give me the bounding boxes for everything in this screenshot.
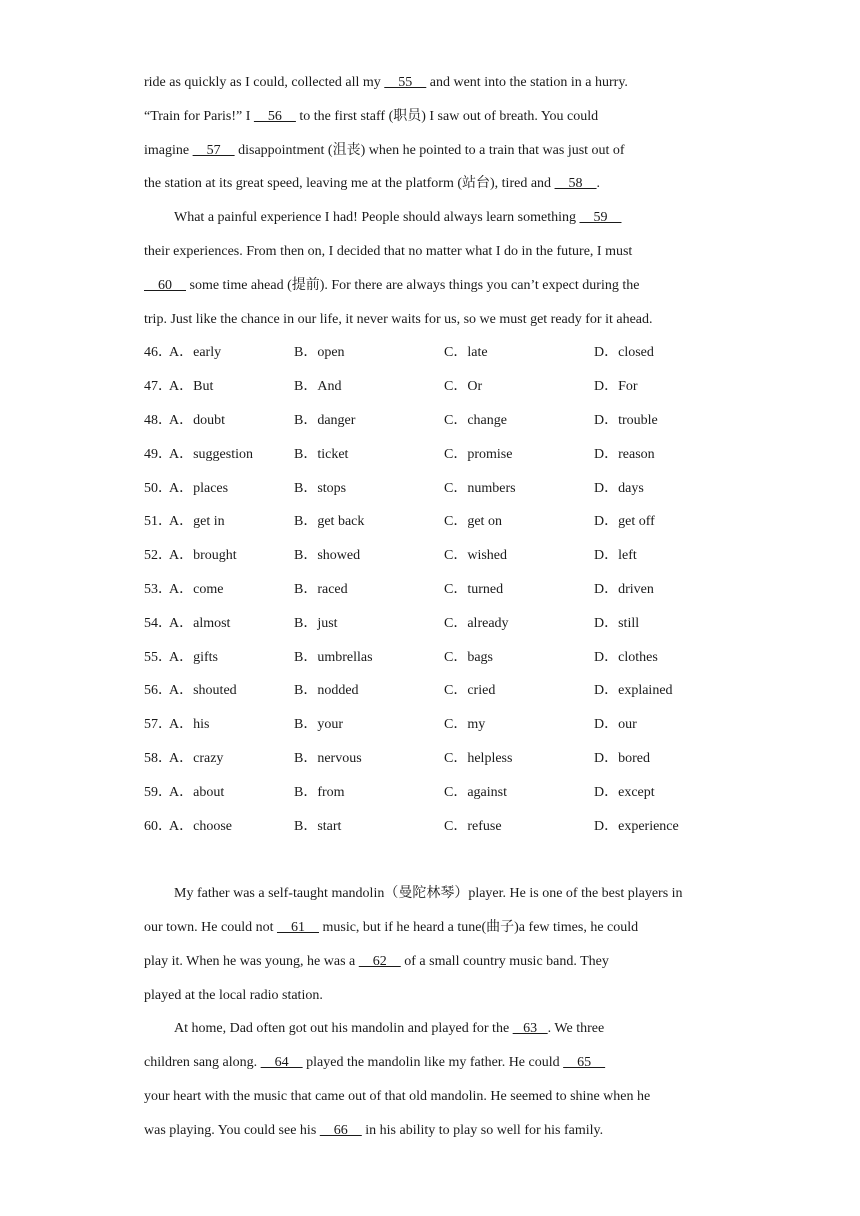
passage-line: My father was a self-taught mandolin（曼陀林琴）player. He is one of the best players in bbox=[174, 886, 683, 902]
option-b: B．open bbox=[294, 345, 345, 361]
question-row bbox=[144, 404, 724, 438]
option-d: D．get off bbox=[594, 514, 655, 530]
document-page bbox=[144, 66, 724, 1148]
option-b: B．nodded bbox=[294, 683, 359, 699]
answer-blank: 60 bbox=[144, 277, 186, 293]
option-d: D．driven bbox=[594, 581, 654, 597]
answer-blank: 57 bbox=[192, 142, 235, 158]
question-row bbox=[144, 776, 724, 810]
option-a: A．his bbox=[169, 717, 210, 733]
option-a: A．brought bbox=[169, 548, 237, 564]
option-c: C．helpless bbox=[444, 750, 513, 766]
question-row bbox=[144, 539, 724, 573]
option-a: A．places bbox=[169, 480, 229, 496]
option-b: B．stops bbox=[294, 480, 347, 496]
option-a: A．come bbox=[169, 581, 224, 597]
passage-line: What a painful experience I had! People should always learn something 59 bbox=[174, 210, 622, 226]
question-number: 46． bbox=[144, 345, 172, 361]
question-number: 50． bbox=[144, 480, 172, 496]
option-a: A．But bbox=[169, 379, 214, 395]
option-d: D．explained bbox=[594, 683, 673, 699]
question-row bbox=[144, 742, 724, 776]
question-row bbox=[144, 438, 724, 472]
passage-line: your heart with the music that came out of that old mandolin. He seemed to shine when he bbox=[144, 1088, 651, 1104]
option-a: A．shouted bbox=[169, 683, 237, 699]
passage-line: played at the local radio station. bbox=[144, 987, 323, 1003]
question-row bbox=[144, 810, 724, 844]
option-c: C．numbers bbox=[444, 480, 516, 496]
option-d: D．days bbox=[594, 480, 644, 496]
option-c: C．already bbox=[444, 615, 509, 631]
option-b: B．And bbox=[294, 379, 342, 395]
option-d: D．experience bbox=[594, 818, 679, 834]
passage-line: At home, Dad often got out his mandolin and played for the 63 . We three bbox=[174, 1021, 605, 1037]
option-a: A．about bbox=[169, 784, 225, 800]
option-c: C．refuse bbox=[444, 818, 502, 834]
option-c: C．Or bbox=[444, 379, 483, 395]
option-b: B．nervous bbox=[294, 750, 362, 766]
question-row bbox=[144, 674, 724, 708]
passage-line: “Train for Paris!” I 56 to the first staff (职员) I saw out of breath. You could bbox=[144, 108, 599, 124]
option-d: D．trouble bbox=[594, 412, 658, 428]
passage-line: their experiences. From then on, I decided that no matter what I do in the future, I must bbox=[144, 243, 633, 259]
option-d: D．left bbox=[594, 548, 637, 564]
option-b: B．showed bbox=[294, 548, 361, 564]
option-a: A．get in bbox=[169, 514, 225, 530]
option-a: A．choose bbox=[169, 818, 232, 834]
option-d: D．our bbox=[594, 717, 637, 733]
question-number: 48． bbox=[144, 412, 172, 428]
option-d: D．clothes bbox=[594, 649, 658, 665]
question-row bbox=[144, 336, 724, 370]
question-row bbox=[144, 505, 724, 539]
passage-line: our town. He could not 61 music, but if he heard a tune(曲子)a few times, he could bbox=[144, 919, 639, 935]
answer-blank: 63 bbox=[512, 1021, 548, 1037]
section-gap bbox=[144, 843, 724, 877]
option-c: C．against bbox=[444, 784, 507, 800]
option-c: C．get on bbox=[444, 514, 502, 530]
question-row bbox=[144, 641, 724, 675]
answer-blank: 55 bbox=[384, 75, 427, 90]
question-number: 57． bbox=[144, 717, 172, 733]
option-c: C．wished bbox=[444, 548, 507, 564]
option-d: D．For bbox=[594, 379, 638, 395]
passage-line: the station at its great speed, leaving me at the platform (站台), tired and 58 . bbox=[144, 176, 601, 192]
option-b: B．your bbox=[294, 717, 343, 733]
question-number: 55． bbox=[144, 649, 172, 665]
answer-blank: 59 bbox=[579, 210, 622, 226]
question-row bbox=[144, 708, 724, 742]
question-row bbox=[144, 370, 724, 404]
option-d: D．reason bbox=[594, 446, 655, 462]
option-a: A．almost bbox=[169, 615, 231, 631]
passage-line: imagine 57 disappointment (沮丧) when he pointed to a train that was just out of bbox=[144, 142, 625, 158]
option-a: A．suggestion bbox=[169, 446, 253, 462]
answer-blank: 56 bbox=[253, 108, 296, 124]
option-c: C．promise bbox=[444, 446, 513, 462]
option-c: C．bags bbox=[444, 649, 493, 665]
passage-line: 60 some time ahead (提前). For there are always things you can’t expect during the bbox=[144, 277, 640, 293]
passage-line: was playing. You could see his 66 in his ability to play so well for his family. bbox=[144, 1122, 604, 1138]
answer-blank: 62 bbox=[358, 953, 401, 969]
question-number: 49． bbox=[144, 446, 172, 462]
option-b: B．from bbox=[294, 784, 345, 800]
question-row bbox=[144, 472, 724, 506]
option-b: B．start bbox=[294, 818, 342, 834]
option-d: D．still bbox=[594, 615, 640, 631]
answer-blank: 64 bbox=[260, 1055, 303, 1071]
question-number: 56． bbox=[144, 683, 172, 699]
question-number: 51． bbox=[144, 514, 172, 530]
option-c: C．my bbox=[444, 717, 486, 733]
answer-blank: 58 bbox=[554, 176, 597, 192]
question-row bbox=[144, 573, 724, 607]
option-d: D．closed bbox=[594, 345, 654, 361]
answer-blank: 65 bbox=[563, 1055, 606, 1071]
option-c: C．cried bbox=[444, 683, 496, 699]
option-b: B．just bbox=[294, 615, 338, 631]
option-d: D．bored bbox=[594, 750, 650, 766]
option-a: A．crazy bbox=[169, 750, 224, 766]
question-row bbox=[144, 607, 724, 641]
option-b: B．ticket bbox=[294, 446, 349, 462]
passage-line: trip. Just like the chance in our life, it never waits for us, so we must get ready for it ahead. bbox=[144, 311, 653, 327]
passage-2 bbox=[144, 877, 724, 1147]
passage-1 bbox=[144, 66, 724, 336]
answer-blank: 61 bbox=[276, 919, 319, 935]
option-c: C．late bbox=[444, 345, 488, 361]
option-b: B．get back bbox=[294, 514, 365, 530]
question-list bbox=[144, 336, 724, 843]
passage-line: children sang along. 64 played the mandolin like my father. He could 65 bbox=[144, 1055, 606, 1071]
question-number: 60． bbox=[144, 818, 172, 834]
option-b: B．umbrellas bbox=[294, 649, 373, 665]
option-b: B．raced bbox=[294, 581, 348, 597]
answer-blank: 66 bbox=[319, 1122, 362, 1138]
passage-line: play it. When he was young, he was a 62 of a small country music band. They bbox=[144, 953, 609, 969]
question-number: 59． bbox=[144, 784, 172, 800]
question-number: 52． bbox=[144, 548, 172, 564]
question-number: 47． bbox=[144, 379, 172, 395]
option-c: C．change bbox=[444, 412, 507, 428]
option-d: D．except bbox=[594, 784, 655, 800]
question-number: 58． bbox=[144, 750, 172, 766]
option-b: B．danger bbox=[294, 412, 356, 428]
option-a: A．early bbox=[169, 345, 222, 361]
option-c: C．turned bbox=[444, 581, 504, 597]
question-number: 53． bbox=[144, 581, 172, 597]
option-a: A．doubt bbox=[169, 412, 225, 428]
option-a: A．gifts bbox=[169, 649, 218, 665]
question-number: 54． bbox=[144, 615, 172, 631]
passage-line: ride as quickly as I could, collected all my 55 and went into the station in a hurry. bbox=[144, 75, 628, 90]
